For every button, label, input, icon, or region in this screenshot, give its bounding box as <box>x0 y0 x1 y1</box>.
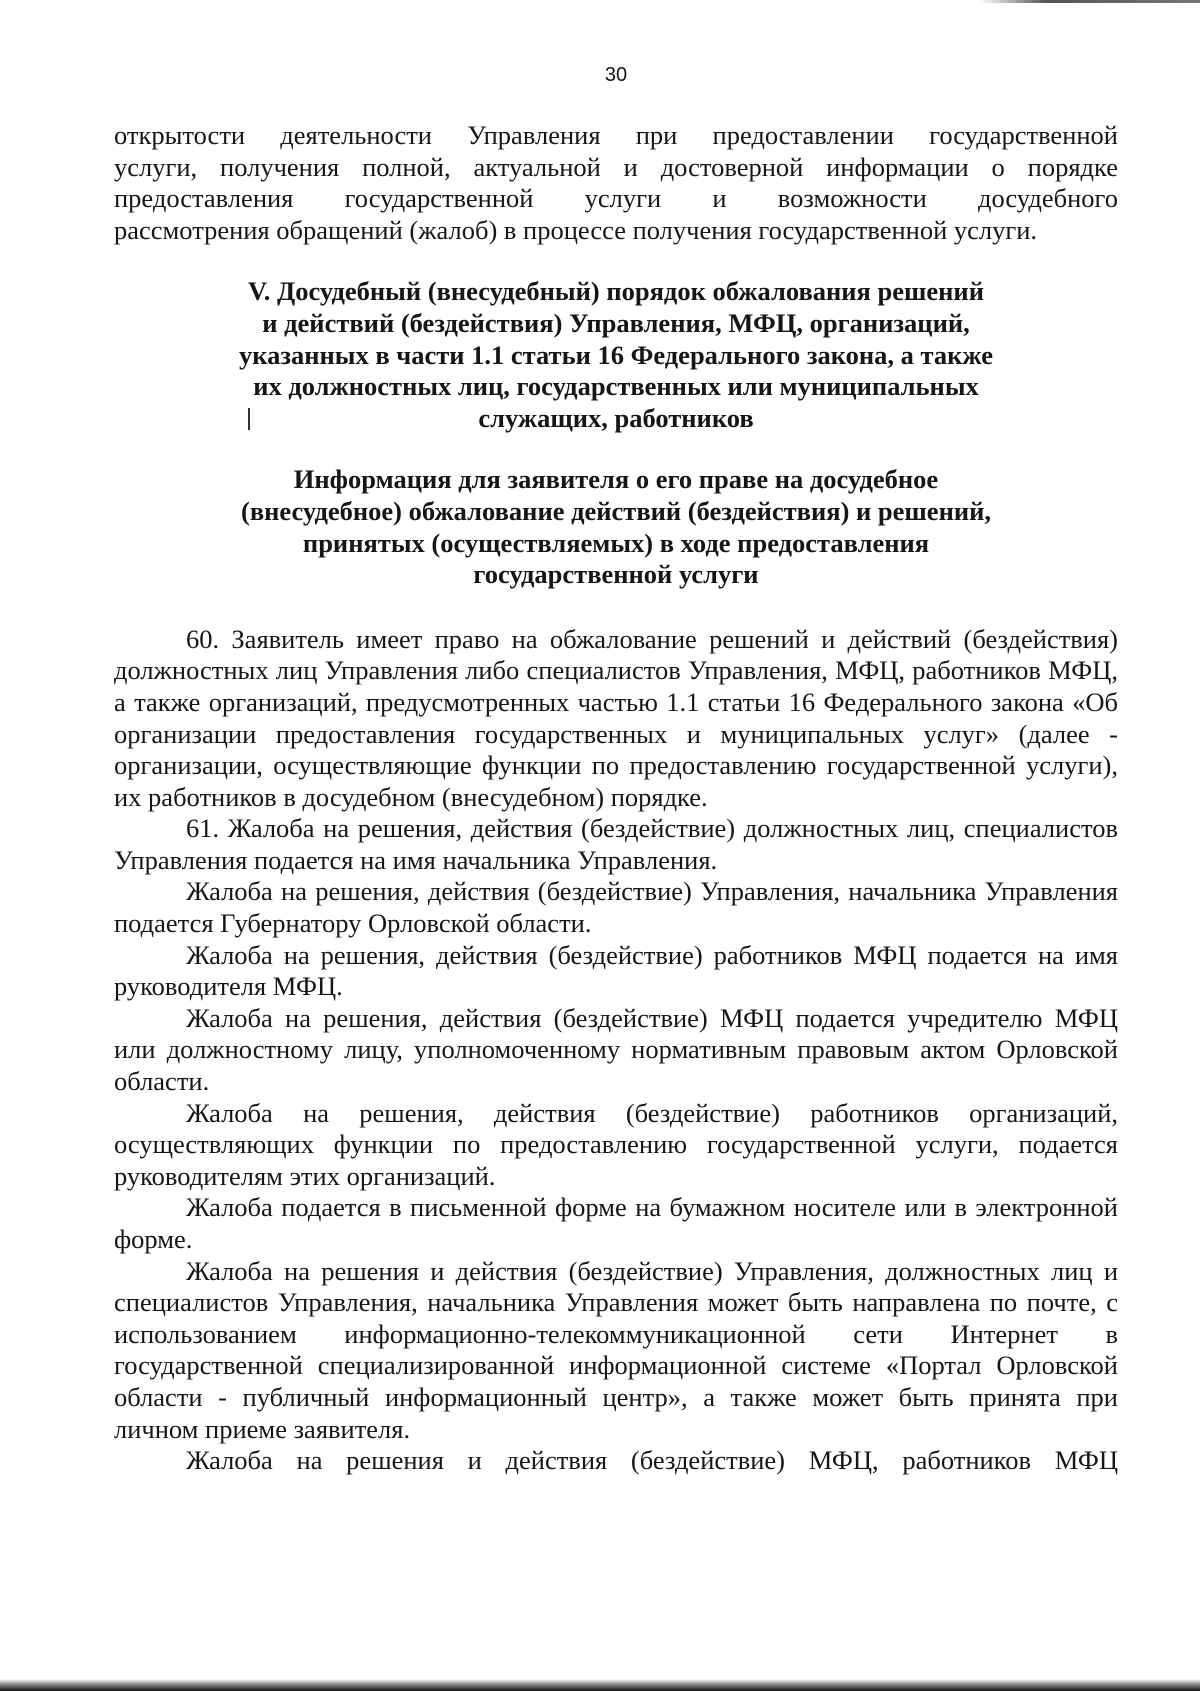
scan-edge-bottom <box>0 1679 1200 1691</box>
subheading-line: государственной услуги <box>473 559 759 590</box>
intro-line: рассмотрения обращений (жалоб) в процессе получения государственной услуги. <box>114 214 1038 245</box>
paragraph-60: 60. Заявитель имеет право на обжалование решений и действий (бездействия) должностных лиц Управления либо специалистов Управления, МФЦ, работников МФЦ, а также организаций, предусмотренных частью 1.1 статьи 16 Федерального закона «Об организации предоставления государственных и муниципальных услуг» (далее - организации, осуществляющие функции по предоставлению государственной услуги), их работников в досудебном (внесудебном) порядке. <box>114 623 1118 812</box>
paragraph: Жалоба на решения, действия (бездействие) МФЦ подается учредителю МФЦ или должностному лицу, уполномоченному нормативным правовым актом Орловской области. <box>114 1002 1118 1097</box>
subheading-line: принятых (осуществляемых) в ходе предоставления <box>302 527 930 558</box>
section-heading-line: указанных в части 1.1 статьи 16 Федерального закона, а также <box>238 339 994 370</box>
subheading-line: Информация для заявителя о его праве на досудебное <box>293 464 939 495</box>
paragraph: Жалоба на решения, действия (бездействие) работников МФЦ подается на имя руководителя МФЦ. <box>114 939 1118 1002</box>
page-number: 30 <box>604 64 628 86</box>
intro-line: открытости деятельности Управления при предоставлении государственной <box>114 120 1118 150</box>
section-heading <box>114 276 1118 434</box>
paragraph: Жалоба на решения и действия (бездействие) Управления, должностных лиц и специалистов Управления, начальника Управления может быть направлена по почте, с использованием информационно-телекоммуникационной сети Интернет в государственной специализированной информационной системе «Портал Орловской области - публичный информационный центр», а также может быть принята при личном приеме заявителя. <box>114 1255 1118 1444</box>
paragraph: Жалоба подается в письменной форме на бумажном носителе или в электронной форме. <box>114 1192 1118 1254</box>
section-heading-line: их должностных лиц, государственных или муниципальных <box>253 371 979 402</box>
subheading <box>114 464 1118 590</box>
paragraph: Жалоба на решения, действия (бездействие) работников организаций, осуществляющих функции по предоставлению государственной услуги, подается руководителям этих организаций. <box>114 1097 1118 1191</box>
intro-paragraph <box>114 120 1118 246</box>
body-paragraphs <box>114 624 1118 1477</box>
paragraph-continued: Жалоба на решения и действия (бездействие) МФЦ, работников МФЦ <box>186 1445 1118 1476</box>
paragraph: Жалоба на решения, действия (бездействие) Управления, начальника Управления подается Губернатору Орловской области. <box>114 876 1118 939</box>
intro-line: предоставления государственной услуги и возможности досудебного <box>114 183 1118 214</box>
paragraph-61: 61. Жалоба на решения, действия (бездействие) должностных лиц, специалистов Управления подается на имя начальника Управления. <box>114 813 1118 875</box>
section-heading-line: и действий (бездействия) Управления, МФЦ, организаций, <box>262 307 970 338</box>
scan-edge-top <box>980 0 1200 3</box>
section-heading-line: служащих, работников <box>478 402 754 433</box>
intro-line: услуги, получения полной, актуальной и достоверной информации о порядке <box>114 151 1118 182</box>
document-body <box>114 120 1118 1477</box>
section-heading-line: V. Досудебный (внесудебный) порядок обжалования решений <box>248 276 984 307</box>
subheading-line: (внесудебное) обжалование действий (бездействия) и решений, <box>241 495 991 526</box>
